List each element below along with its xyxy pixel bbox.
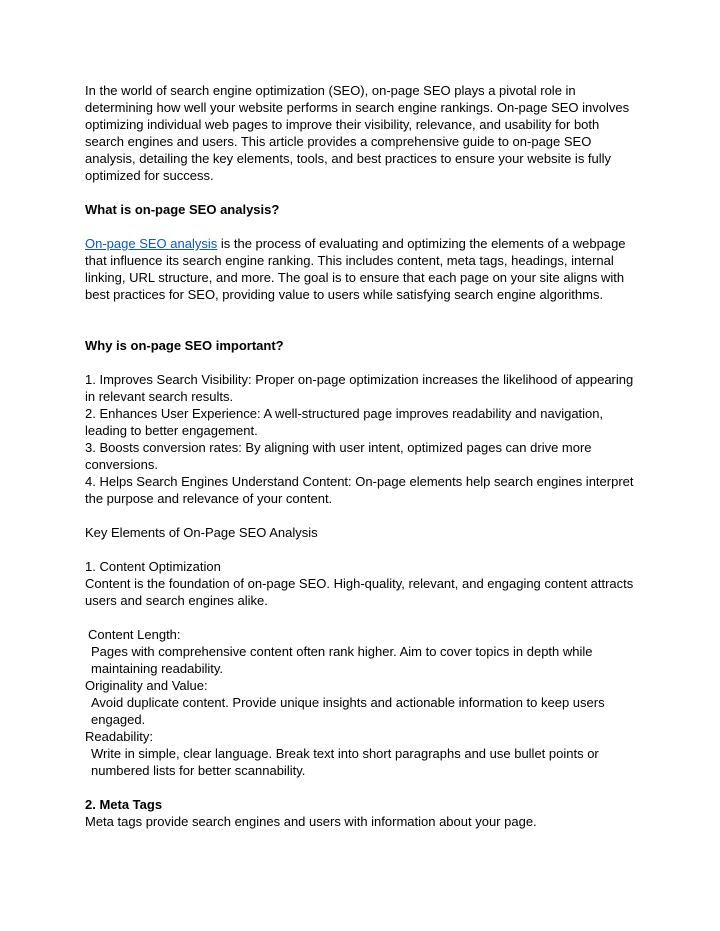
list-item: 1. Improves Search Visibility: Proper on-page optimization increases the likelihood of appearing in relevant search results. [85,372,634,404]
section-heading-key-elements: Key Elements of On-Page SEO Analysis [85,525,318,540]
spacer [85,541,635,558]
spacer [85,303,635,337]
spacer [85,218,635,235]
content-length-text: Pages with comprehensive content often rank higher. Aim to cover topics in depth while maintaining readability. [91,644,593,676]
on-page-seo-analysis-link[interactable]: On-page SEO analysis [85,236,218,251]
list-item: 2. Enhances User Experience: A well-structured page improves readability and navigation, leading to better engagement. [85,406,604,438]
section-heading-why-important: Why is on-page SEO important? [85,338,284,353]
spacer [85,354,635,371]
document-body [85,82,635,830]
spacer [85,184,635,201]
subsection-title-content-optimization: 1. Content Optimization [85,559,221,574]
originality-label: Originality and Value: [85,678,208,693]
definition-paragraph [85,235,635,303]
subsection-title-meta-tags: 2. Meta Tags [85,797,163,812]
meta-tags-paragraph: Meta tags provide search engines and users with information about your page. [85,814,537,829]
list-item: 4. Helps Search Engines Understand Content: On-page elements help search engines interpret the purpose and relevance of your content. [85,474,634,506]
section-heading-what-is: What is on-page SEO analysis? [85,202,280,217]
readability-label: Readability: [85,729,153,744]
intro-paragraph: In the world of search engine optimization (SEO), on-page SEO plays a pivotal role in determining how well your website performs in search engine rankings. On-page SEO involves optimizing individual web pages to improve their visibility, relevance, and usability for both search engines and users. This article provides a comprehensive guide to on-page SEO analysis, detailing the key elements, tools, and best practices to ensure your website is fully optimized for success. [85,83,630,183]
spacer [85,609,635,626]
readability-text: Write in simple, clear language. Break text into short paragraphs and use bullet points or numbered lists for better scannability. [91,746,599,778]
list-item: 3. Boosts conversion rates: By aligning with user intent, optimized pages can drive more conversions. [85,440,592,472]
spacer [85,779,635,796]
content-optimization-paragraph: Content is the foundation of on-page SEO. High-quality, relevant, and engaging content attracts users and search engines alike. [85,576,634,608]
originality-text: Avoid duplicate content. Provide unique insights and actionable information to keep users engaged. [91,695,605,727]
content-length-label: Content Length: [88,627,181,642]
spacer [85,507,635,524]
definition-text: is the process of evaluating and optimizing the elements of a webpage that influence its search engine ranking. This includes content, meta tags, headings, internal linking, URL structure, and more. The goal is to ensure that each page on your site aligns with best practices for SEO, providing value to users while satisfying search engine algorithms. [85,236,626,302]
